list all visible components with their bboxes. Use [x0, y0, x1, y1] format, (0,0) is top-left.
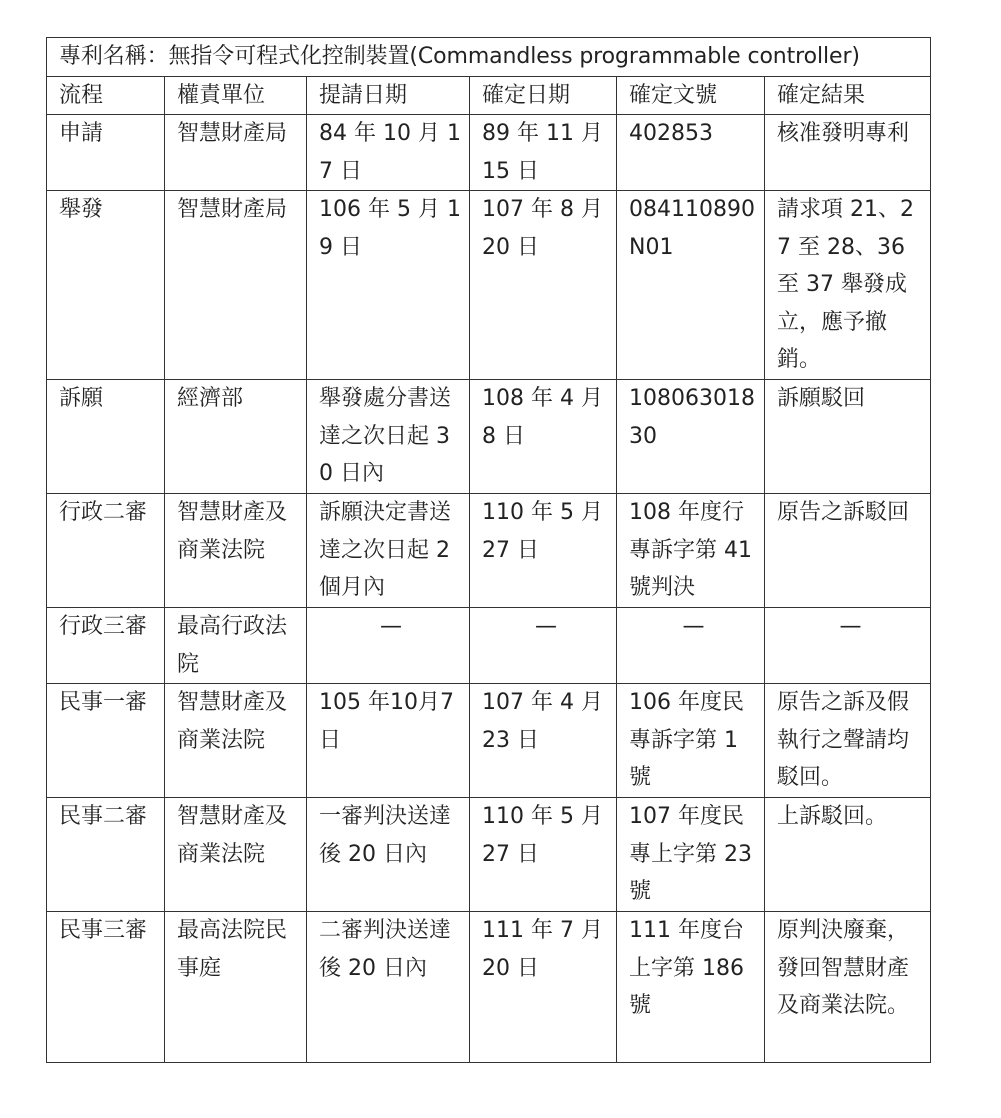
table-row: [47, 912, 931, 1063]
cell-result: 原告之訴駁回: [765, 494, 931, 608]
header-document-number: 確定文號: [617, 76, 765, 115]
table-row: [47, 115, 931, 191]
cell-authority: 經濟部: [165, 380, 307, 494]
cell-final-date: —: [470, 608, 617, 684]
cell-result: 核准發明專利: [765, 115, 931, 191]
cell-document-number: 402853: [617, 115, 765, 191]
cell-result: 原告之訴及假執行之聲請均駁回。: [765, 684, 931, 798]
cell-filing-date: 106 年 5 月 19 日: [307, 191, 470, 380]
cell-result: —: [765, 608, 931, 684]
patent-title: 專利名稱：無指令可程式化控制裝置(Commandless programmable controller): [47, 38, 931, 77]
cell-final-date: 108 年 4 月 8 日: [470, 380, 617, 494]
cell-document-number: 084110890N01: [617, 191, 765, 380]
header-result: 確定結果: [765, 76, 931, 115]
table-row: [47, 684, 931, 798]
cell-process: 行政三審: [47, 608, 165, 684]
cell-process: 行政二審: [47, 494, 165, 608]
table-row: [47, 494, 931, 608]
cell-filing-date: 訴願決定書送達之次日起 2 個月內: [307, 494, 470, 608]
cell-final-date: 107 年 8 月 20 日: [470, 191, 617, 380]
cell-final-date: 110 年 5 月 27 日: [470, 798, 617, 912]
cell-authority: 智慧財產及商業法院: [165, 798, 307, 912]
cell-final-date: 111 年 7 月 20 日: [470, 912, 617, 1063]
cell-filing-date: 105 年10月7 日: [307, 684, 470, 798]
cell-process: 申請: [47, 115, 165, 191]
cell-result: 訴願駁回: [765, 380, 931, 494]
cell-document-number: 106 年度民專訴字第 1 號: [617, 684, 765, 798]
cell-authority: 最高行政法院: [165, 608, 307, 684]
patent-timeline-table: [46, 37, 931, 1063]
cell-filing-date: 一審判決送達後 20 日內: [307, 798, 470, 912]
cell-result: 原判決廢棄，發回智慧財產及商業法院。: [765, 912, 931, 1063]
cell-document-number: —: [617, 608, 765, 684]
cell-document-number: 111 年度台上字第 186 號: [617, 912, 765, 1063]
cell-filing-date: 84 年 10 月 17 日: [307, 115, 470, 191]
cell-final-date: 89 年 11 月 15 日: [470, 115, 617, 191]
header-filing-date: 提請日期: [307, 76, 470, 115]
cell-final-date: 110 年 5 月 27 日: [470, 494, 617, 608]
cell-final-date: 107 年 4 月 23 日: [470, 684, 617, 798]
cell-authority: 智慧財產局: [165, 115, 307, 191]
cell-authority: 最高法院民事庭: [165, 912, 307, 1063]
cell-authority: 智慧財產及商業法院: [165, 684, 307, 798]
table-row: [47, 380, 931, 494]
cell-result: 上訴駁回。: [765, 798, 931, 912]
title-row: [47, 38, 931, 77]
header-process: 流程: [47, 76, 165, 115]
table-row: [47, 798, 931, 912]
cell-authority: 智慧財產局: [165, 191, 307, 380]
cell-process: 民事一審: [47, 684, 165, 798]
cell-process: 民事三審: [47, 912, 165, 1063]
cell-process: 訴願: [47, 380, 165, 494]
header-final-date: 確定日期: [470, 76, 617, 115]
cell-document-number: 108 年度行專訴字第 41 號判決: [617, 494, 765, 608]
cell-result: 請求項 21、27 至 28、36 至 37 舉發成立，應予撤銷。: [765, 191, 931, 380]
cell-filing-date: —: [307, 608, 470, 684]
header-authority: 權責單位: [165, 76, 307, 115]
cell-process: 民事二審: [47, 798, 165, 912]
cell-filing-date: 舉發處分書送達之次日起 30 日內: [307, 380, 470, 494]
cell-authority: 智慧財產及商業法院: [165, 494, 307, 608]
cell-document-number: 107 年度民專上字第 23 號: [617, 798, 765, 912]
table-row: [47, 191, 931, 380]
cell-filing-date: 二審判決送達後 20 日內: [307, 912, 470, 1063]
cell-process: 舉發: [47, 191, 165, 380]
header-row: [47, 76, 931, 115]
cell-document-number: 10806301830: [617, 380, 765, 494]
table-row: [47, 608, 931, 684]
